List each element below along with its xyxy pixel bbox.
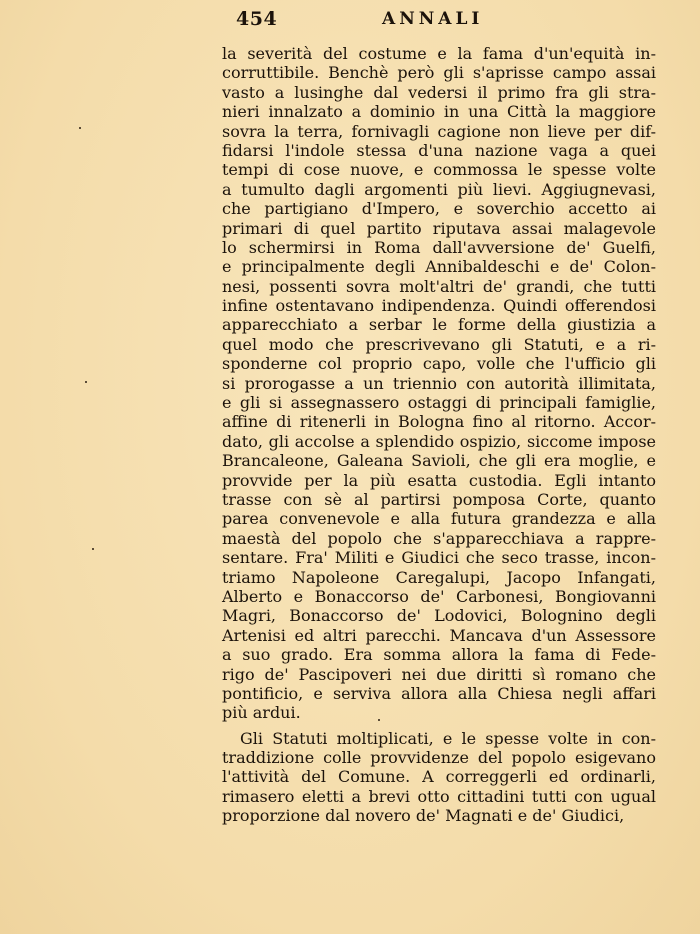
text-line: primari di quel partito riputava assai malagevole (222, 218, 656, 238)
text-line: triamo Napoleone Caregalupi, Jacopo Infangati, (222, 567, 656, 587)
paragraph-1 (222, 44, 656, 723)
text-line: pontificio, e serviva allora alla Chiesa negli affari (222, 683, 656, 703)
text-line: più ardui. (222, 703, 301, 723)
text-line: che partigiano d'Impero, e soverchio accetto ai (222, 199, 656, 219)
paper-speck (92, 548, 94, 550)
text-line: corruttibile. Benchè però gli s'aprisse campo assai (222, 63, 656, 83)
text-line: a tumulto dagli argomenti più lievi. Aggiugnevasi, (222, 179, 656, 199)
text-line: sponderne col proprio capo, volle che l'ufficio gli (222, 354, 656, 374)
page-header (236, 8, 656, 34)
running-title: ANNALI (382, 9, 484, 29)
text-line: sovra la terra, fornivagli cagione non lieve per dif- (222, 121, 656, 141)
paper-speck (79, 127, 81, 129)
text-line: affine di ritenerli in Bologna fino al ritorno. Accor- (222, 412, 656, 432)
text-line: lo schermirsi in Roma dall'avversione de' Guelfi, (222, 237, 656, 257)
text-line: nieri innalzato a dominio in una Città la maggiore (222, 102, 656, 122)
text-line: Alberto e Bonaccorso de' Carbonesi, Bongiovanni (222, 586, 656, 606)
paper-speck (85, 381, 87, 383)
text-line: si prorogasse a un triennio con autorità illimitata, (222, 373, 656, 393)
text-line: fidarsi l'indole stessa d'una nazione vaga a quei (222, 140, 656, 160)
text-line: quel modo che prescrivevano gli Statuti, e a ri- (222, 334, 656, 354)
text-line: rimasero eletti a brevi otto cittadini tutti con ugual (222, 786, 656, 806)
text-line: la severità del costume e la fama d'un'equità in- (222, 44, 656, 63)
text-line: l'attività del Comune. A correggerli ed ordinarli, (222, 767, 656, 787)
text-line: tempi di cose nuove, e commossa le spesse volte (222, 160, 656, 180)
text-line: Gli Statuti moltiplicati, e le spesse volte in con- (240, 728, 656, 748)
paper-speck (378, 719, 380, 721)
text-line: provvide per la più esatta custodia. Egli intanto (222, 470, 656, 490)
text-line: dato, gli accolse a splendido ospizio, siccome impose (222, 431, 656, 451)
text-line: maestà del popolo che s'apparecchiava a rappre- (222, 528, 656, 548)
text-line: Artenisi ed altri parecchi. Mancava d'un Assessore (222, 625, 656, 645)
text-line: nesi, possenti sovra molt'altri de' grandi, che tutti (222, 276, 656, 296)
text-line: proporzione dal novero de' Magnati e de' Giudici, (222, 806, 625, 826)
text-line: apparecchiato a serbar le forme della giustizia a (222, 315, 656, 335)
text-line: sentare. Fra' Militi e Giudici che seco trasse, incon- (222, 548, 656, 568)
text-line: vasto a lusinghe dal vedersi il primo fra gli stra- (222, 82, 656, 102)
text-line: e gli si assegnassero ostaggi di principali famiglie, (222, 393, 656, 413)
text-line: e principalmente degli Annibaldeschi e de' Colon- (222, 257, 656, 277)
text-line: infine ostentavano indipendenza. Quindi offerendosi (222, 296, 656, 316)
text-line: rigo de' Pascipoveri nei due diritti sì romano che (222, 664, 656, 684)
body-text (222, 44, 656, 826)
text-line: Brancaleone, Galeana Savioli, che gli era moglie, e (222, 451, 656, 471)
text-line: trasse con sè al partirsi pomposa Corte, quanto (222, 489, 656, 509)
text-line: Magri, Bonaccorso de' Lodovici, Bolognino degli (222, 606, 656, 626)
text-line: parea convenevole e alla futura grandezza e alla (222, 509, 656, 529)
page-number: 454 (236, 8, 278, 30)
text-line: a suo grado. Era somma allora la fama di Fede- (222, 645, 656, 665)
text-line: traddizione colle provvidenze del popolo esigevano (222, 748, 656, 768)
paragraph-2 (222, 729, 656, 826)
